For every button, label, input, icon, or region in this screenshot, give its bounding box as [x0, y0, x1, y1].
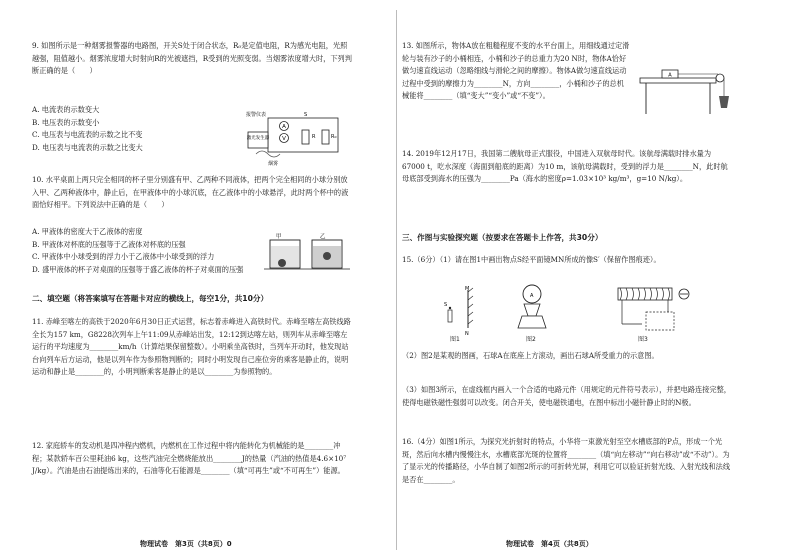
cup-yi-label: 乙 [320, 234, 326, 240]
question-9-option-d: D. 电压表与电流表的示数之比变大 [32, 142, 143, 152]
question-15-part-3-text: （3）如图3所示，在虚线框内画入一个合适的电路元件（用规定的元件符号表示），并把电路连接完整，使得电磁铁磁性强弱可以改变。闭合开关，使电磁铁通电，在图中标出小磁针静止时的N极。 [402, 385, 731, 407]
question-15-part-1 [402, 254, 732, 267]
question-15-part-2 [402, 350, 732, 363]
question-16-text: 16.（4分）如图1所示，为探究光折射时的特点，小华将一束激光射至空水槽底部的P点，形成一个光斑，然后向水槽内慢慢注水，水槽底部光斑的位置将________（填“向左移动”“向右移动”或“不动”）。为了显示光的传播路径，小华自制了如图2所示的可折转光屏，利用它可以验证折射光线、入射光线和法线是否在________。 [402, 437, 731, 484]
mirror-n-label: N [465, 331, 469, 337]
sensor-resistor-label: R [312, 134, 316, 140]
stone-ball-figure-2 [512, 282, 552, 336]
section-2-header: 二、填空题（将答案填写在答题卡对应的横线上，每空1分，共10分） [32, 294, 269, 303]
block-a-label: A [668, 72, 672, 79]
question-13 [402, 40, 630, 103]
electromagnet-figure-3 [598, 282, 708, 338]
question-9-stem: 9. 如图所示是一种烟雾报警器的电路图，开关S处于闭合状态，R₀是定值电阻，R为感光电阻，光照越强，阻值越小。烟雾浓度增大时射向R的光被遮挡，R受到的光照变弱。当烟雾浓度增大时，下列判断正确的是（ ） [32, 41, 352, 76]
question-14-text: 14. 2019年12月17日，我国第二艘航母正式服役，中国进入双航母时代。该航母满载时排水量为67000 t，吃水深度（海面到船底的距离）为10 m，该航母满载时，受到的浮力是________N，此时航母底部受到海水的压强为________Pa（海水的密度ρ=1.03×10³ kg/m³，g=10 N/kg）。 [402, 149, 728, 184]
alarm-label: 报警仪表 [246, 112, 267, 118]
question-10-option-c: C. 甲液体中小球受到的浮力小于乙液体中小球受到的浮力 [32, 252, 215, 262]
right-page [402, 0, 794, 560]
block-pulley-figure [636, 64, 736, 120]
left-page-footer: 物理试卷 第3页（共8页）0 [140, 540, 232, 548]
figure-3-label: 图3 [638, 336, 648, 343]
question-10-option-b: B. 甲液体对杯底的压强等于乙液体对杯底的压强 [32, 239, 186, 249]
fixed-resistor-label: R₀ [331, 134, 337, 140]
question-14 [402, 148, 732, 186]
question-9-options [32, 104, 232, 154]
point-s-label: S [444, 302, 448, 308]
left-page [0, 0, 392, 560]
question-12 [32, 440, 354, 478]
question-11-text: 11. 赤峰至喀左的高铁于2020年6月30日正式运营，标志着赤峰进入高铁时代。赤峰至喀左高铁线路全长为157 km，G8228次列车上午11:09从赤峰站出发，12:12到达喀左站，则列车从赤峰至喀左运行的平均速度为________km/h（计算结果保留整数）。小明乘坐高铁时，当列车开动时，他发现站台向列车后方运动，他是以列车作为参照物判断的；同时小明发现自己座位旁的乘客是静止的，说明运动和静止是________的，小明判断乘客是静止的是以________为参照物的。 [32, 317, 351, 377]
question-11 [32, 316, 354, 379]
question-12-text: 12. 家庭轿车的发动机是四冲程内燃机，内燃机在工作过程中将内能转化为机械能的是________冲程；某款轿车百公里耗油6 kg，这些汽油完全燃烧能放出________J的热量（汽油的热值是4.6×10⁷ J/kg）。汽油是由石油提炼出来的，石油等化石能源是________（填“可再生”或“不可再生”）能源。 [32, 441, 347, 476]
switch-label: S [304, 112, 308, 118]
question-10-option-a: A. 甲液体的密度大于乙液体的密度 [32, 227, 143, 236]
ammeter-label: A [282, 124, 286, 130]
question-9 [32, 40, 354, 78]
right-page-footer: 物理试卷 第4页（共8页） [506, 540, 593, 548]
ball-a-label: A [530, 293, 534, 299]
question-15-part-1-text: 15.（6分）（1）请在图1中画出物点S经平面镜MN所成的像S′（保留作图痕迹）。 [402, 255, 661, 264]
cup-jia-label: 甲 [276, 234, 282, 240]
question-10 [32, 174, 354, 212]
mirror-figure-1 [442, 286, 482, 340]
page-divider [396, 10, 397, 550]
question-15-part-2-text: （2）图2是某观的图画，石球A在底座上方滚动，画出石球A所受重力的示意图。 [402, 351, 659, 360]
question-10-options [32, 226, 256, 276]
question-10-stem: 10. 水平桌面上两只完全相同的杯子里分别盛有甲、乙两种不同液体，把两个完全相同的小球分别放入甲、乙两种液体中，静止后，在甲液体中的小球沉底，在乙液体中的小球悬浮，此时两个杯中的液面恰好相平。下列说法中正确的是（ ） [32, 175, 349, 210]
question-9-option-a: A. 电流表的示数变大 [32, 105, 100, 114]
question-16 [402, 436, 732, 486]
question-9-option-b: B. 电压表的示数变小 [32, 117, 100, 127]
question-15-part-3 [402, 384, 732, 409]
smoke-label: 烟雾 [268, 161, 279, 167]
smoke-alarm-circuit-figure [246, 110, 350, 170]
figure-1-label: 图1 [450, 336, 460, 343]
voltmeter-label: V [282, 136, 286, 142]
figure-2-label: 图2 [526, 336, 536, 343]
laser-label: 激光发生器 [246, 136, 270, 141]
mirror-m-label: M [465, 286, 470, 292]
question-9-option-c: C. 电压表与电流表的示数之比不变 [32, 130, 143, 140]
two-cups-figure [264, 232, 350, 272]
question-10-option-d: D. 盛甲液体的杯子对桌面的压强等于盛乙液体的杯子对桌面的压强 [32, 264, 244, 274]
section-3-header: 三、作图与实验探究题（按要求在答题卡上作答，共30分） [402, 233, 603, 242]
question-13-text: 13. 如图所示，物体A放在粗糙程度不变的水平台面上，用细线通过定滑轮与装有沙子的小桶相连，小桶和沙子的总重力为20 N时，物体A恰好做匀速直线运动（忽略细线与滑轮之间的摩擦）。物体A做匀速直线运动过程中受到的摩擦力为________N，方向________，小桶和沙子的总机械能将________（填“变大”“变小”或“不变”）。 [402, 41, 630, 101]
